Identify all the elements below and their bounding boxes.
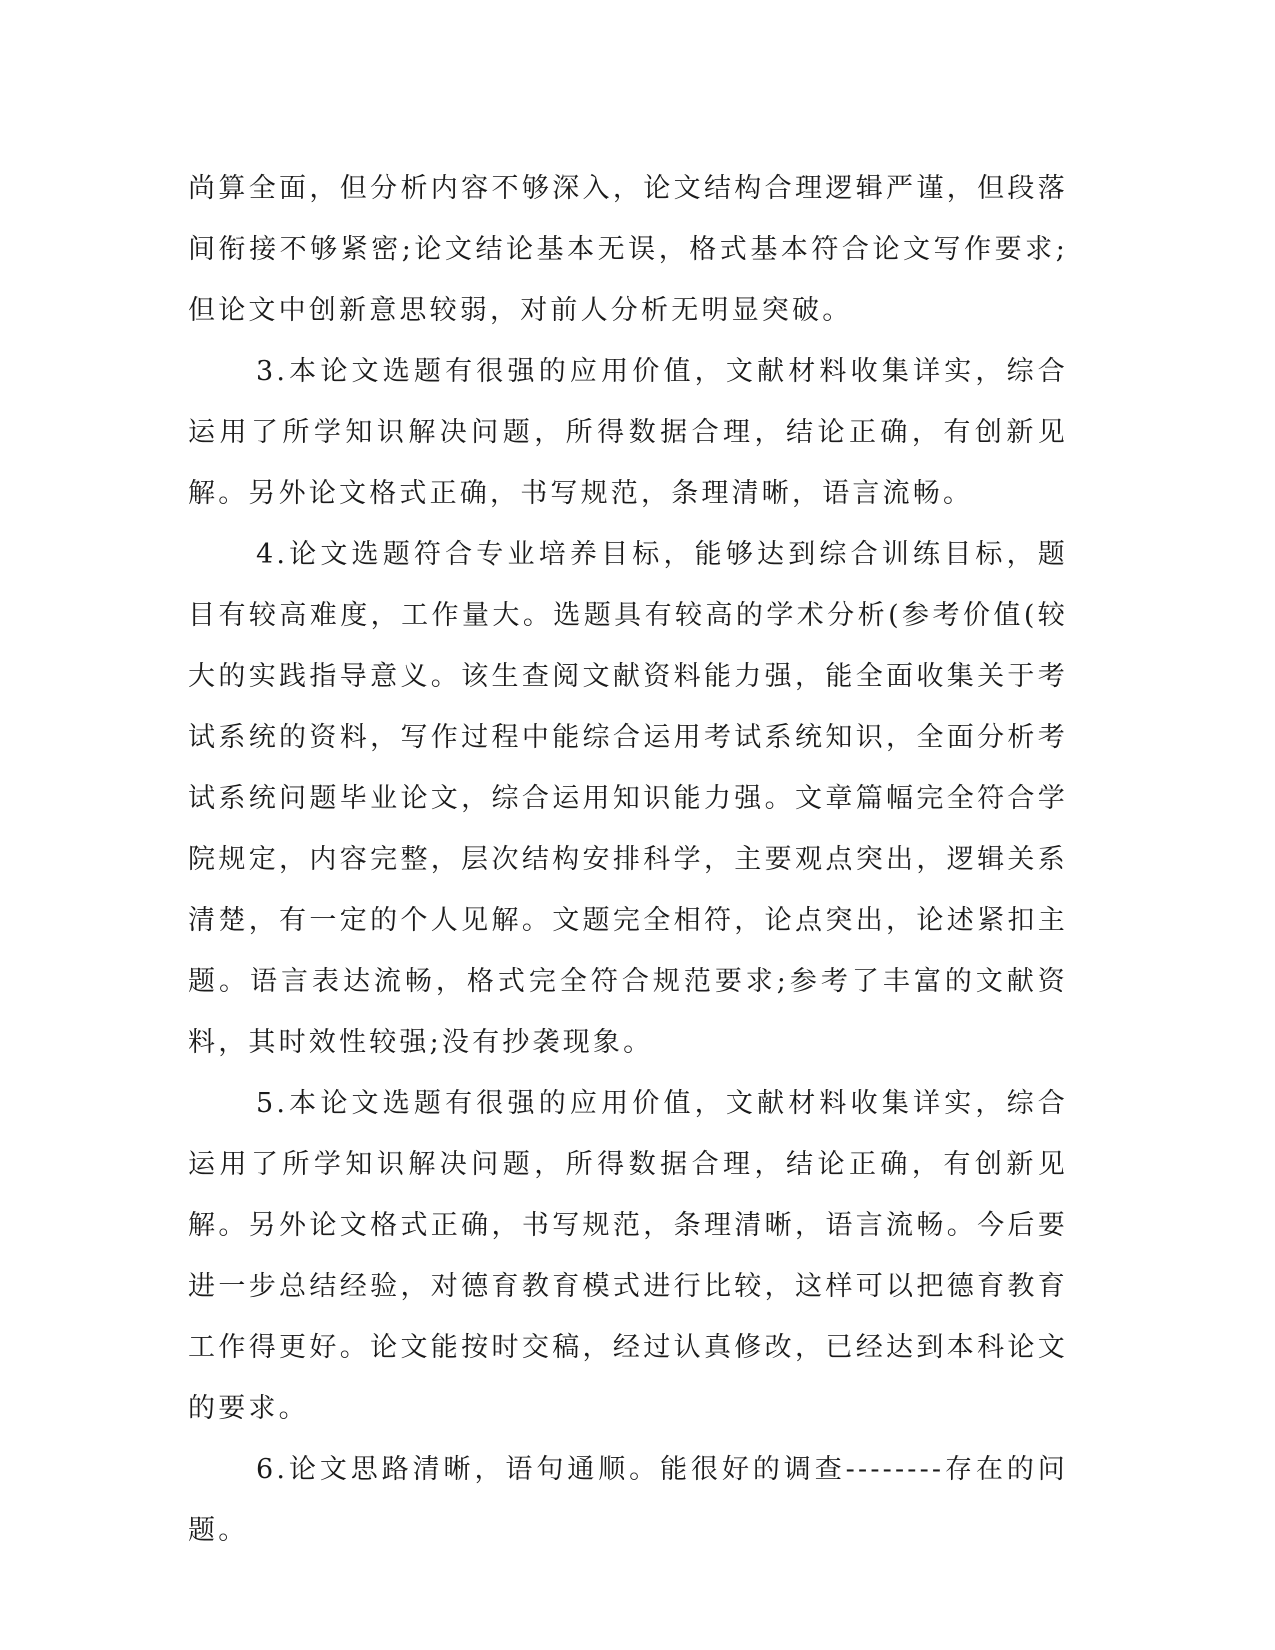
paragraph-item-4: 4.论文选题符合专业培养目标，能够达到综合训练目标，题目有较高难度，工作量大。选题具有较高的学术分析(参考价值(较大的实践指导意义。该生查阅文献资料能力强，能全面收集关于考试系统的资料，写作过程中能综合运用考试系统知识，全面分析考试系统问题毕业论文，综合运用知识能力强。文章篇幅完全符合学院规定，内容完整，层次结构安排科学，主要观点突出，逻辑关系清楚，有一定的个人见解。文题完全相符，论点突出，论述紧扣主题。语言表达流畅，格式完全符合规范要求;参考了丰富的文献资料，其时效性较强;没有抄袭现象。 — [188, 539, 1068, 1058]
paragraph-item-5: 5.本论文选题有很强的应用价值，文献材料收集详实，综合运用了所学知识解决问题，所得数据合理，结论正确，有创新见解。另外论文格式正确，书写规范，条理清晰，语言流畅。今后要进一步总结经验，对德育教育模式进行比较，这样可以把德育教育工作得更好。论文能按时交稿，经过认真修改，已经达到本科论文的要求。 — [188, 1088, 1068, 1424]
paragraph-item-6: 6.论文思路清晰，语句通顺。能很好的调查--------存在的问题。 — [188, 1454, 1068, 1546]
document-body — [188, 158, 1068, 1561]
paragraph-continued: 尚算全面，但分析内容不够深入，论文结构合理逻辑严谨，但段落间衔接不够紧密;论文结论基本无误，格式基本符合论文写作要求;但论文中创新意思较弱，对前人分析无明显突破。 — [188, 173, 1068, 326]
paragraph-item-3: 3.本论文选题有很强的应用价值，文献材料收集详实，综合运用了所学知识解决问题，所得数据合理，结论正确，有创新见解。另外论文格式正确，书写规范，条理清晰，语言流畅。 — [188, 356, 1068, 509]
